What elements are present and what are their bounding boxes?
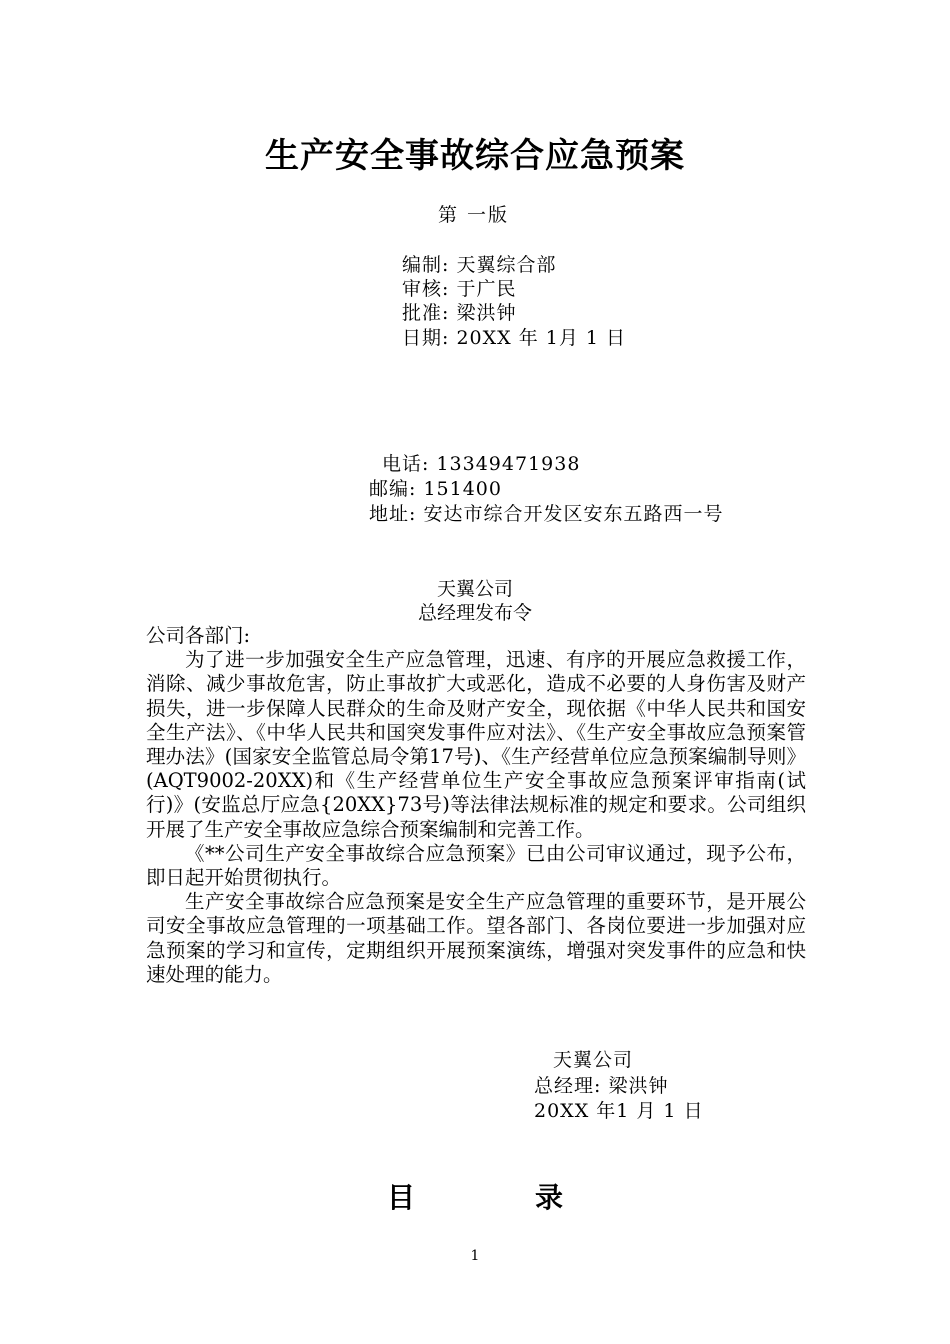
order-paragraph: 《**公司生产安全事故综合应急预案》已由公司审议通过，现予公布，即日起开始贯彻执行。 [146, 841, 806, 890]
signature-company: 天翼公司 [553, 1049, 634, 1071]
toc-heading-left: 目 [386, 1181, 415, 1214]
toc-heading-right: 录 [535, 1181, 564, 1214]
order-salutation: 公司各部门: [146, 624, 251, 647]
document-date: 日期: 20XX 年 1月 1 日 [402, 327, 627, 349]
edition-label: 第 一版 [438, 204, 510, 226]
document-title: 生产安全事故综合应急预案 [265, 136, 685, 176]
order-heading: 总经理发布令 [417, 602, 532, 624]
signature-date: 20XX 年1 月 1 日 [534, 1100, 704, 1122]
compiled-by: 编制: 天翼综合部 [402, 254, 557, 276]
order-company: 天翼公司 [436, 578, 513, 600]
contact-postcode: 邮编: 151400 [369, 478, 502, 500]
toc-heading [0, 1176, 950, 1216]
order-paragraph: 生产安全事故综合应急预案是安全生产应急管理的重要环节，是开展公司安全事故应急管理的一项基础工作。望各部门、各岗位要进一步加强对应急预案的学习和宣传，定期组织开展预案演练，增强对突发事件的应急和快速处理的能力。 [146, 890, 806, 986]
contact-phone: 电话: 13349471938 [382, 453, 581, 475]
order-body [146, 624, 806, 987]
signature-manager: 总经理: 梁洪钟 [534, 1075, 669, 1097]
contact-address: 地址: 安达市综合开发区安东五路西一号 [369, 503, 724, 525]
page-number: 1 [470, 1248, 480, 1264]
order-paragraph: 为了进一步加强安全生产应急管理，迅速、有序的开展应急救援工作，消除、减少事故危害，防止事故扩大或恶化，造成不必要的人身伤害及财产损失，进一步保障人民群众的生命及财产安全，现依据《中华人民共和国安全生产法》、《中华人民共和国突发事件应对法》、《生产安全事故应急预案管理办法》(国家安全监管总局令第17号)、《生产经营单位应急预案编制导则》(AQT9002-20XX)和《生产经营单位生产安全事故应急预案评审指南(试行)》(安监总厅应急{20XX}73号)等法律法规标准的规定和要求。公司组织开展了生产安全事故应急综合预案编制和完善工作。 [146, 648, 806, 841]
approved-by: 批准: 梁洪钟 [402, 302, 517, 324]
reviewed-by: 审核: 于广民 [402, 278, 517, 300]
